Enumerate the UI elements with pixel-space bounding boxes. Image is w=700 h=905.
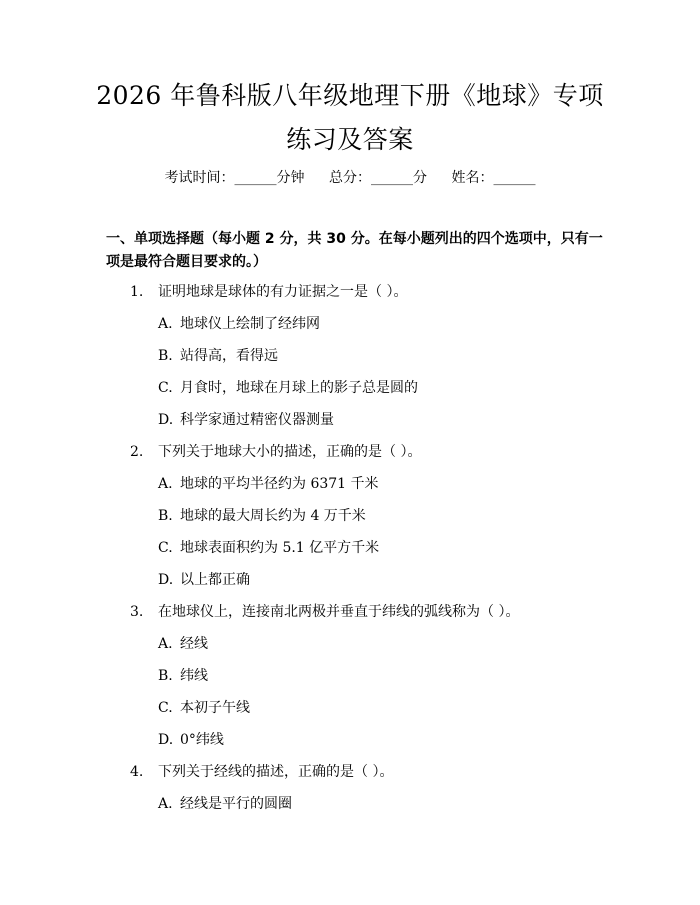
option-letter: D. (158, 412, 174, 428)
option-letter: B. (158, 668, 173, 684)
option-text: 科学家通过精密仪器测量 (180, 412, 334, 428)
question-stem: 下列关于地球大小的描述，正确的是（ ）。 (158, 444, 422, 460)
option-3a (0, 634, 700, 666)
question-number: 1. (130, 284, 144, 300)
option-text: 月食时，地球在月球上的影子总是圆的 (180, 380, 418, 396)
option-2d (0, 570, 700, 602)
option-text: 经线是平行的圆圈 (180, 796, 292, 812)
student-name-field: 姓名：______ (451, 170, 536, 186)
option-letter: D. (158, 732, 174, 748)
option-text: 地球仪上绘制了经纬网 (180, 316, 320, 332)
option-letter: A. (158, 476, 173, 492)
option-letter: B. (158, 508, 173, 524)
total-score-field: 总分：______分 (329, 170, 427, 186)
question-2 (0, 442, 700, 474)
option-1c (0, 378, 700, 410)
option-letter: C. (158, 700, 173, 716)
option-3c (0, 698, 700, 730)
question-1 (0, 282, 700, 314)
exam-info-row (0, 168, 700, 188)
question-stem: 在地球仪上，连接南北两极并垂直于纬线的弧线称为（ ）。 (158, 604, 520, 620)
option-2b (0, 506, 700, 538)
option-3b (0, 666, 700, 698)
option-letter: A. (158, 636, 173, 652)
option-text: 以上都正确 (180, 572, 250, 588)
option-letter: D. (158, 572, 174, 588)
option-letter: A. (158, 316, 173, 332)
option-1b (0, 346, 700, 378)
question-number: 3. (130, 604, 144, 620)
option-letter: B. (158, 348, 173, 364)
question-stem: 证明地球是球体的有力证据之一是（ ）。 (158, 284, 408, 300)
question-list (0, 282, 700, 826)
question-stem: 下列关于经线的描述，正确的是（ ）。 (158, 764, 394, 780)
option-3d (0, 730, 700, 762)
title-line-2: 练习及答案 (286, 125, 414, 154)
option-text: 站得高，看得远 (180, 348, 278, 364)
option-text: 本初子午线 (180, 700, 250, 716)
option-letter: C. (158, 380, 173, 396)
exam-time-field: 考试时间：______分钟 (164, 170, 305, 186)
option-4a (0, 794, 700, 826)
option-letter: C. (158, 540, 173, 556)
option-2a (0, 474, 700, 506)
question-number: 2. (130, 444, 144, 460)
option-text: 0°纬线 (180, 732, 224, 748)
title-line-1: 2026 年鲁科版八年级地理下册《地球》专项 (96, 81, 604, 110)
option-text: 经线 (180, 636, 208, 652)
option-text: 纬线 (180, 668, 208, 684)
option-text: 地球表面积约为 5.1 亿平方千米 (180, 540, 380, 556)
section-heading: 一、单项选择题（每小题 2 分，共 30 分。在每小题列出的四个选项中，只有一项是最符合题目要求的。） (106, 231, 603, 270)
document-title (40, 78, 660, 158)
option-2c (0, 538, 700, 570)
option-text: 地球的最大周长约为 4 万千米 (180, 508, 366, 524)
option-text: 地球的平均半径约为 6371 千米 (180, 476, 379, 492)
question-3 (0, 602, 700, 634)
question-number: 4. (130, 764, 144, 780)
question-4 (0, 762, 700, 794)
option-1a (0, 314, 700, 346)
option-1d (0, 410, 700, 442)
option-letter: A. (158, 796, 173, 812)
